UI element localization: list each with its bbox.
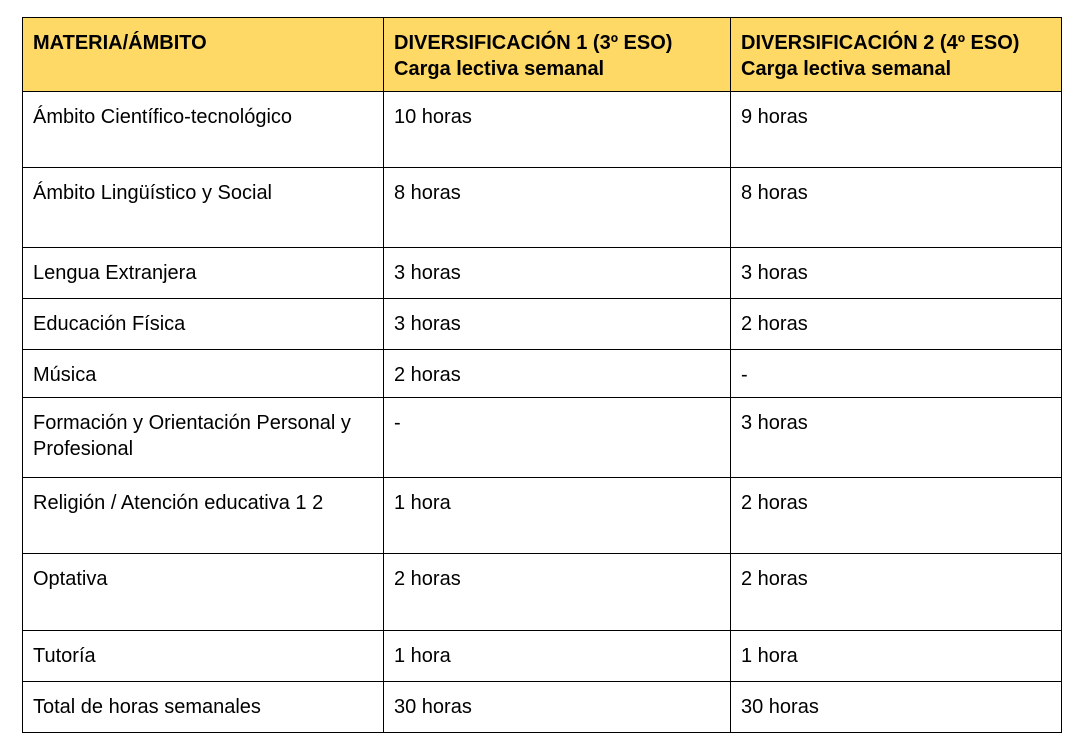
weekly-load-table [22, 17, 1062, 733]
cell-subject: Educación Física [23, 299, 384, 350]
cell-div1-hours: - [384, 398, 731, 478]
header-div1-subtitle: Carga lectiva semanal [394, 58, 605, 80]
table-row [23, 248, 1062, 299]
cell-div1-hours: 2 horas [384, 554, 731, 631]
table-row [23, 299, 1062, 350]
header-subject [23, 18, 384, 92]
table-row [23, 554, 1062, 631]
cell-div1-hours: 8 horas [384, 168, 731, 248]
table-row [23, 478, 1062, 554]
table-header-row [23, 18, 1062, 92]
cell-div2-hours: 9 horas [731, 92, 1062, 168]
cell-subject: Música [23, 350, 384, 398]
cell-div2-hours: 30 horas [731, 682, 1062, 733]
header-subject-label: MATERIA/ÁMBITO [33, 32, 207, 54]
cell-div2-hours: - [731, 350, 1062, 398]
cell-subject: Tutoría [23, 631, 384, 682]
cell-div2-hours: 3 horas [731, 248, 1062, 299]
cell-div2-hours: 2 horas [731, 299, 1062, 350]
header-div2-title: DIVERSIFICACIÓN 2 (4º ESO) [741, 32, 1020, 54]
table-row-total [23, 682, 1062, 733]
header-div2-subtitle: Carga lectiva semanal [741, 58, 952, 80]
cell-subject: Total de horas semanales [23, 682, 384, 733]
cell-div1-hours: 3 horas [384, 248, 731, 299]
schedule-table-wrapper [22, 17, 1062, 733]
cell-div2-hours: 1 hora [731, 631, 1062, 682]
cell-subject: Ámbito Científico-tecnológico [23, 92, 384, 168]
cell-div1-hours: 1 hora [384, 478, 731, 554]
table-row [23, 350, 1062, 398]
table-row [23, 168, 1062, 248]
cell-div2-hours: 2 horas [731, 478, 1062, 554]
cell-div1-hours: 1 hora [384, 631, 731, 682]
cell-div1-hours: 30 horas [384, 682, 731, 733]
cell-div1-hours: 3 horas [384, 299, 731, 350]
cell-div2-hours: 2 horas [731, 554, 1062, 631]
cell-div2-hours: 3 horas [731, 398, 1062, 478]
header-div1 [384, 18, 731, 92]
cell-subject: Religión / Atención educativa 1 2 [23, 478, 384, 554]
cell-subject: Ámbito Lingüístico y Social [23, 168, 384, 248]
cell-div2-hours: 8 horas [731, 168, 1062, 248]
cell-div1-hours: 10 horas [384, 92, 731, 168]
header-div2 [731, 18, 1062, 92]
cell-subject: Formación y Orientación Personal y Profesional [23, 398, 384, 478]
header-div1-title: DIVERSIFICACIÓN 1 (3º ESO) [394, 32, 673, 54]
cell-subject: Lengua Extranjera [23, 248, 384, 299]
cell-subject: Optativa [23, 554, 384, 631]
table-row [23, 398, 1062, 478]
table-row [23, 631, 1062, 682]
table-row [23, 92, 1062, 168]
cell-div1-hours: 2 horas [384, 350, 731, 398]
